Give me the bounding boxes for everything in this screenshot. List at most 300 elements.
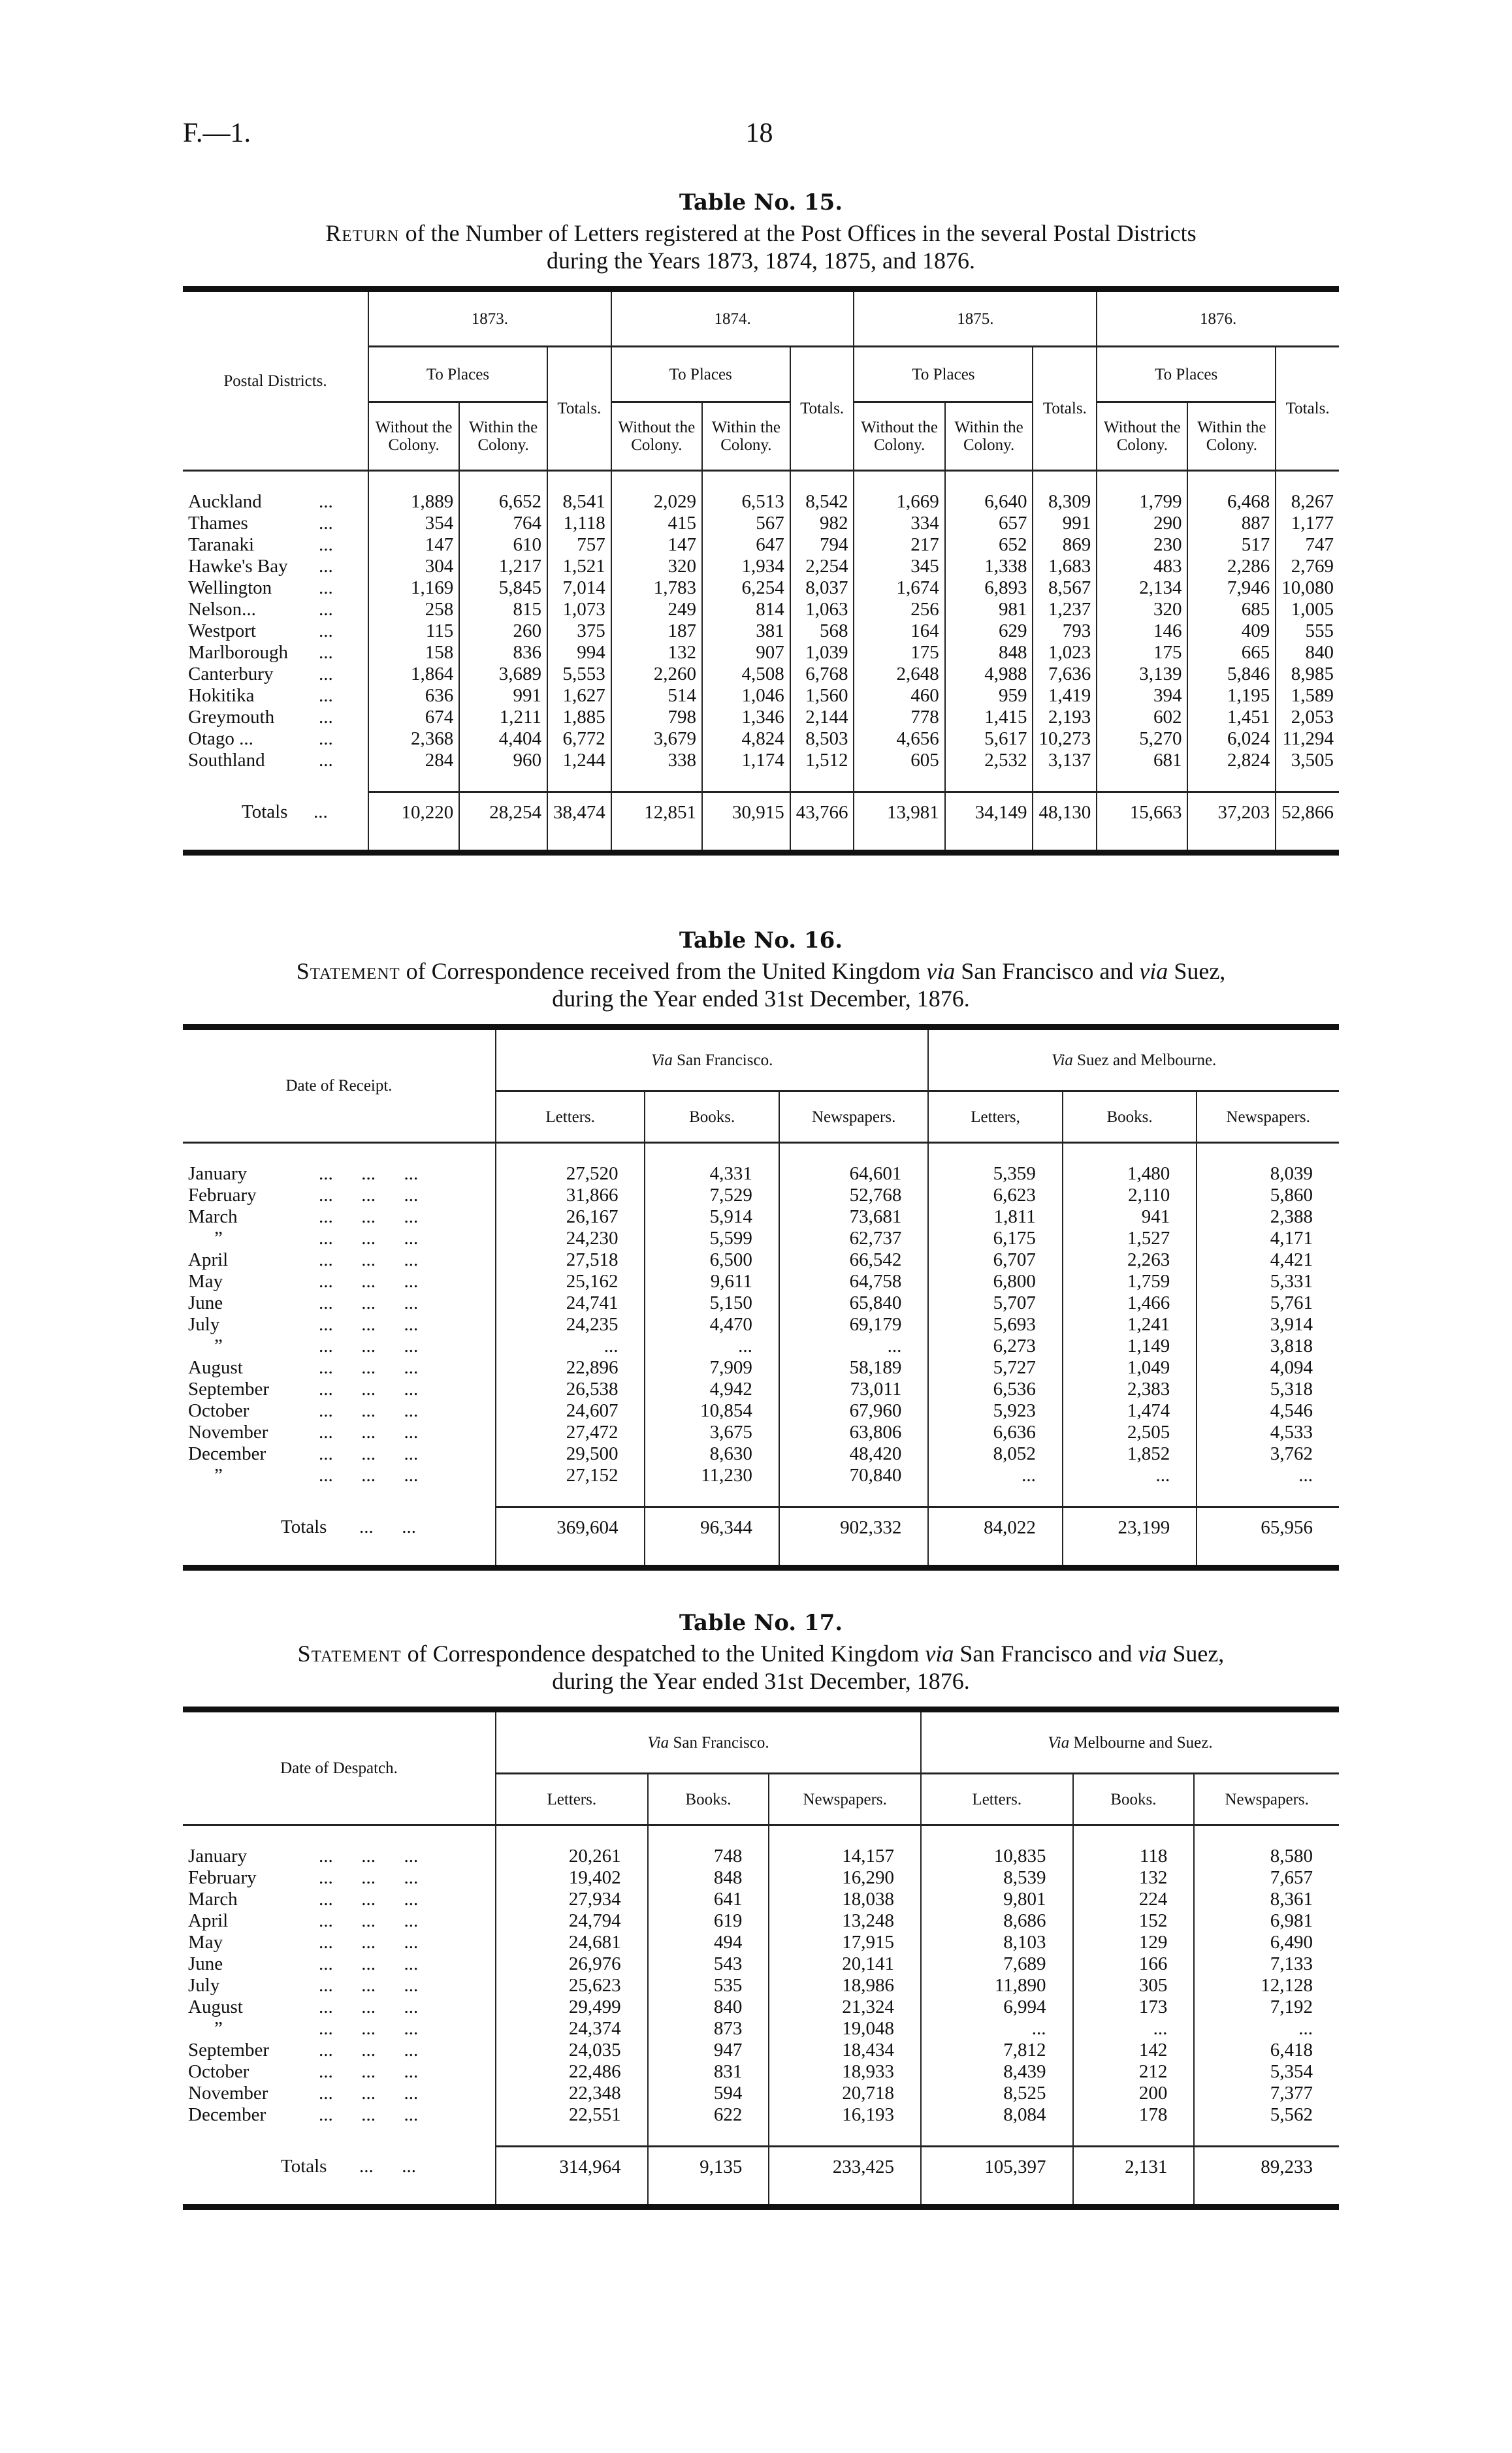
value-cell: 304 xyxy=(368,556,459,577)
table-row xyxy=(183,1163,1339,1185)
table-row xyxy=(183,577,1339,599)
value-cell: 2,824 xyxy=(1187,750,1276,771)
col-header: Books. xyxy=(1073,1774,1195,1825)
subtitle-via: via xyxy=(925,1641,954,1667)
table-row xyxy=(183,534,1339,556)
district-cell xyxy=(183,642,368,664)
table-16 xyxy=(183,1024,1339,1571)
month-cell xyxy=(183,1185,496,1206)
month-cell xyxy=(183,1867,496,1889)
value-cell: 1,934 xyxy=(702,556,790,577)
total-cell: 23,199 xyxy=(1063,1507,1197,1568)
value-cell: 16,290 xyxy=(769,1867,921,1889)
month-cell xyxy=(183,2104,496,2126)
month-cell xyxy=(183,1336,496,1357)
group-header xyxy=(496,1027,928,1091)
page-reference: F.—1. xyxy=(183,118,251,148)
value-cell: 48,420 xyxy=(779,1443,928,1465)
value-cell: 1,174 xyxy=(702,750,790,771)
value-cell: 1,237 xyxy=(1033,599,1097,620)
without-colony-header: Without the Colony. xyxy=(368,402,459,471)
value-cell: 115 xyxy=(368,620,459,642)
month-name: September xyxy=(188,1379,270,1400)
value-cell: 260 xyxy=(459,620,547,642)
subtitle-via: via xyxy=(1138,1641,1167,1667)
value-cell: 887 xyxy=(1187,513,1276,534)
leader-dots: ... ... ... xyxy=(319,1379,419,1400)
value-cell: 959 xyxy=(945,685,1033,707)
value-cell: 7,946 xyxy=(1187,577,1276,599)
without-colony-header: Without the Colony. xyxy=(854,402,944,471)
leader-dots: ... ... ... xyxy=(319,2104,419,2125)
value-cell: 7,657 xyxy=(1194,1867,1339,1889)
value-cell: 2,532 xyxy=(945,750,1033,771)
value-cell: 7,014 xyxy=(547,577,611,599)
month-cell xyxy=(183,2040,496,2061)
leader-dots: ... ... ... xyxy=(319,2040,419,2060)
leader-dots: ... ... ... xyxy=(319,1975,419,1996)
value-cell: 24,681 xyxy=(496,1932,648,1953)
table-15-block xyxy=(183,189,1339,856)
subtitle-via: via xyxy=(1139,958,1168,984)
month-name: February xyxy=(188,1185,257,1206)
total-cell: 9,135 xyxy=(648,2147,769,2207)
total-cell: 52,866 xyxy=(1276,792,1339,853)
value-cell: 764 xyxy=(459,513,547,534)
value-cell: 622 xyxy=(648,2104,769,2126)
value-cell: 147 xyxy=(368,534,459,556)
month-name: September xyxy=(188,2040,270,2060)
leader-dots: ... xyxy=(319,491,333,512)
total-cell: 34,149 xyxy=(945,792,1033,853)
value-cell: 6,994 xyxy=(921,1996,1073,2018)
value-cell: 18,038 xyxy=(769,1889,921,1910)
leader-dots: ... ... ... xyxy=(319,1206,419,1227)
value-cell: 981 xyxy=(945,599,1033,620)
table-row xyxy=(183,556,1339,577)
value-cell: 8,439 xyxy=(921,2061,1073,2083)
year-header: 1874. xyxy=(611,289,854,347)
subtitle-text: Suez, xyxy=(1166,1641,1225,1667)
value-cell: 665 xyxy=(1187,642,1276,664)
value-cell: 4,533 xyxy=(1197,1422,1339,1443)
col-header-district: Postal Districts. xyxy=(183,289,368,471)
value-cell: 1,811 xyxy=(928,1206,1062,1228)
value-cell: 3,679 xyxy=(611,728,702,750)
value-cell: ... xyxy=(1197,1465,1339,1486)
route-label: San Francisco. xyxy=(672,1051,773,1069)
leader-dots: ... xyxy=(319,707,333,728)
value-cell: 69,179 xyxy=(779,1314,928,1336)
totals-header: Totals. xyxy=(1276,347,1339,471)
month-cell xyxy=(183,1228,496,1249)
value-cell: ... xyxy=(645,1336,779,1357)
month-name: November xyxy=(188,1422,268,1443)
value-cell: 6,800 xyxy=(928,1271,1062,1292)
value-cell: 5,270 xyxy=(1097,728,1187,750)
subtitle-text: of the Number of Letters registered at the Post Offices in the several Postal Districts xyxy=(399,220,1197,246)
value-cell: 5,845 xyxy=(459,577,547,599)
value-cell: 26,976 xyxy=(496,1953,648,1975)
value-cell: 814 xyxy=(702,599,790,620)
leader-dots: ... ... ... xyxy=(319,2083,419,2104)
value-cell: 9,611 xyxy=(645,1271,779,1292)
value-cell: 594 xyxy=(648,2083,769,2104)
district-name: Otago ... xyxy=(188,728,253,749)
table-row xyxy=(183,750,1339,771)
total-cell: 28,254 xyxy=(459,792,547,853)
month-name: February xyxy=(188,1867,257,1888)
totals-label-cell xyxy=(183,2147,496,2207)
value-cell: 18,434 xyxy=(769,2040,921,2061)
value-cell: 1,466 xyxy=(1063,1292,1197,1314)
table-row xyxy=(183,1400,1339,1422)
month-name: May xyxy=(188,1271,223,1292)
value-cell: 494 xyxy=(648,1932,769,1953)
month-name: December xyxy=(188,2104,266,2125)
leader-dots: ... ... ... xyxy=(319,1953,419,1974)
value-cell: 652 xyxy=(945,534,1033,556)
value-cell: 27,472 xyxy=(496,1422,645,1443)
value-cell: 7,192 xyxy=(1194,1996,1339,2018)
value-cell: 8,103 xyxy=(921,1932,1073,1953)
value-cell: ... xyxy=(779,1336,928,1357)
value-cell: 794 xyxy=(790,534,854,556)
value-cell: 5,707 xyxy=(928,1292,1062,1314)
value-cell: 1,627 xyxy=(547,685,611,707)
value-cell: 1,211 xyxy=(459,707,547,728)
value-cell: 757 xyxy=(547,534,611,556)
via-label: Via xyxy=(1048,1733,1070,1752)
table-row xyxy=(183,2061,1339,2083)
value-cell: 5,150 xyxy=(645,1292,779,1314)
value-cell: 5,914 xyxy=(645,1206,779,1228)
value-cell: 381 xyxy=(702,620,790,642)
value-cell: 338 xyxy=(611,750,702,771)
value-cell: 1,674 xyxy=(854,577,944,599)
value-cell: 982 xyxy=(790,513,854,534)
value-cell: ... xyxy=(1073,2018,1195,2040)
value-cell: 64,758 xyxy=(779,1271,928,1292)
table-row xyxy=(183,1314,1339,1336)
totals-row xyxy=(183,1507,1339,1568)
table-row xyxy=(183,1889,1339,1910)
value-cell: 24,035 xyxy=(496,2040,648,2061)
value-cell: 178 xyxy=(1073,2104,1195,2126)
value-cell: 284 xyxy=(368,750,459,771)
total-cell: 369,604 xyxy=(496,1507,645,1568)
total-cell: 314,964 xyxy=(496,2147,648,2207)
total-cell: 96,344 xyxy=(645,1507,779,1568)
value-cell: 815 xyxy=(459,599,547,620)
value-cell: 22,896 xyxy=(496,1357,645,1379)
value-cell: 1,451 xyxy=(1187,707,1276,728)
col-header-date: Date of Receipt. xyxy=(183,1027,496,1143)
subtitle-line2: during the Year ended 31st December, 1876. xyxy=(552,1668,970,1694)
month-cell xyxy=(183,2061,496,2083)
leader-dots: ... ... ... xyxy=(319,1443,419,1464)
value-cell: 8,309 xyxy=(1033,491,1097,513)
leader-dots: ... ... ... xyxy=(319,1163,419,1184)
leader-dots: ... ... ... xyxy=(319,1889,419,1910)
value-cell: 7,909 xyxy=(645,1357,779,1379)
value-cell: 7,636 xyxy=(1033,664,1097,685)
subtitle-text: of Correspondence received from the United Kingdom xyxy=(400,958,927,984)
table-row xyxy=(183,513,1339,534)
value-cell: 20,261 xyxy=(496,1846,648,1867)
leader-dots: ... xyxy=(319,642,333,663)
value-cell: 2,110 xyxy=(1063,1185,1197,1206)
value-cell: 1,118 xyxy=(547,513,611,534)
district-cell xyxy=(183,620,368,642)
total-cell: 84,022 xyxy=(928,1507,1062,1568)
value-cell: 62,737 xyxy=(779,1228,928,1249)
table-row xyxy=(183,2083,1339,2104)
value-cell: 27,518 xyxy=(496,1249,645,1271)
table-row xyxy=(183,1379,1339,1400)
leader-dots: ... ... ... xyxy=(319,2018,419,2039)
value-cell: 748 xyxy=(648,1846,769,1867)
value-cell: 409 xyxy=(1187,620,1276,642)
value-cell: 8,541 xyxy=(547,491,611,513)
table-row xyxy=(183,1932,1339,1953)
leader-dots: ... xyxy=(319,728,333,749)
month-name: March xyxy=(188,1206,238,1227)
value-cell: 568 xyxy=(790,620,854,642)
value-cell: 5,553 xyxy=(547,664,611,685)
value-cell: 517 xyxy=(1187,534,1276,556)
value-cell: 13,248 xyxy=(769,1910,921,1932)
value-cell: 4,546 xyxy=(1197,1400,1339,1422)
within-colony-header: Within the Colony. xyxy=(702,402,790,471)
value-cell: 1,889 xyxy=(368,491,459,513)
value-cell: ... xyxy=(921,2018,1073,2040)
total-cell: 233,425 xyxy=(769,2147,921,2207)
table-row xyxy=(183,1846,1339,1867)
value-cell: 2,383 xyxy=(1063,1379,1197,1400)
subtitle-line2: during the Year ended 31st December, 1876. xyxy=(552,986,970,1012)
month-cell xyxy=(183,1271,496,1292)
value-cell: 17,915 xyxy=(769,1932,921,1953)
value-cell: 175 xyxy=(854,642,944,664)
table-15 xyxy=(183,286,1339,856)
value-cell: 73,011 xyxy=(779,1379,928,1400)
month-cell xyxy=(183,2018,496,2040)
value-cell: 7,377 xyxy=(1194,2083,1339,2104)
value-cell: 647 xyxy=(702,534,790,556)
value-cell: 941 xyxy=(1063,1206,1197,1228)
month-name: ” xyxy=(214,1465,223,1486)
to-places-header: To Places xyxy=(611,347,790,402)
group-header xyxy=(921,1710,1339,1774)
value-cell: 24,374 xyxy=(496,2018,648,2040)
via-label: Via xyxy=(1052,1051,1073,1069)
district-name: Wellington xyxy=(188,577,272,598)
district-cell xyxy=(183,599,368,620)
table-row xyxy=(183,1422,1339,1443)
value-cell: 6,468 xyxy=(1187,491,1276,513)
value-cell: 20,718 xyxy=(769,2083,921,2104)
value-cell: 6,490 xyxy=(1194,1932,1339,1953)
value-cell: 18,933 xyxy=(769,2061,921,2083)
value-cell: 320 xyxy=(611,556,702,577)
month-name: January xyxy=(188,1163,248,1184)
col-header: Books. xyxy=(1063,1091,1197,1143)
value-cell: 5,331 xyxy=(1197,1271,1339,1292)
value-cell: 1,005 xyxy=(1276,599,1339,620)
value-cell: 460 xyxy=(854,685,944,707)
value-cell: 22,486 xyxy=(496,2061,648,2083)
value-cell: 2,260 xyxy=(611,664,702,685)
month-name: July xyxy=(188,1975,220,1996)
value-cell: 657 xyxy=(945,513,1033,534)
totals-label-cell xyxy=(183,1507,496,1568)
value-cell: 991 xyxy=(1033,513,1097,534)
value-cell: 1,419 xyxy=(1033,685,1097,707)
total-cell: 38,474 xyxy=(547,792,611,853)
district-cell xyxy=(183,750,368,771)
value-cell: 8,267 xyxy=(1276,491,1339,513)
value-cell: 3,818 xyxy=(1197,1336,1339,1357)
value-cell: 8,580 xyxy=(1194,1846,1339,1867)
leader-dots: ... xyxy=(319,577,333,598)
total-cell: 15,663 xyxy=(1097,792,1187,853)
leader-dots: ... ... ... xyxy=(319,1314,419,1335)
table-row xyxy=(183,491,1339,513)
value-cell: 18,986 xyxy=(769,1975,921,1996)
table-17-title: Table No. 17. xyxy=(679,1610,843,1636)
subtitle-lead: Statement xyxy=(296,958,400,984)
value-cell: 22,348 xyxy=(496,2083,648,2104)
value-cell: 4,824 xyxy=(702,728,790,750)
subtitle-lead: Return xyxy=(325,220,400,246)
table-17 xyxy=(183,1707,1339,2210)
value-cell: 5,599 xyxy=(645,1228,779,1249)
value-cell: 19,048 xyxy=(769,2018,921,2040)
value-cell: 8,361 xyxy=(1194,1889,1339,1910)
month-cell xyxy=(183,1357,496,1379)
table-row xyxy=(183,642,1339,664)
month-cell xyxy=(183,1314,496,1336)
leader-dots: ... ... ... xyxy=(319,1465,419,1486)
table-row xyxy=(183,1206,1339,1228)
month-name: October xyxy=(188,2061,249,2082)
leader-dots: ... xyxy=(314,801,328,823)
value-cell: 65,840 xyxy=(779,1292,928,1314)
value-cell: 12,128 xyxy=(1194,1975,1339,1996)
value-cell: 685 xyxy=(1187,599,1276,620)
value-cell: 5,923 xyxy=(928,1400,1062,1422)
value-cell: 1,415 xyxy=(945,707,1033,728)
district-name: Hokitika xyxy=(188,685,255,706)
value-cell: 25,162 xyxy=(496,1271,645,1292)
value-cell: 1,683 xyxy=(1033,556,1097,577)
leader-dots: ... xyxy=(319,513,333,534)
value-cell: 4,988 xyxy=(945,664,1033,685)
value-cell: 1,885 xyxy=(547,707,611,728)
totals-label: Totals xyxy=(242,801,288,823)
month-name: June xyxy=(188,1292,223,1313)
value-cell: 1,063 xyxy=(790,599,854,620)
value-cell: 19,402 xyxy=(496,1867,648,1889)
value-cell: 4,942 xyxy=(645,1379,779,1400)
leader-dots: ... ... ... xyxy=(319,1996,419,2017)
value-cell: 1,783 xyxy=(611,577,702,599)
value-cell: 1,480 xyxy=(1063,1163,1197,1185)
value-cell: 1,073 xyxy=(547,599,611,620)
month-cell xyxy=(183,1953,496,1975)
value-cell: 1,346 xyxy=(702,707,790,728)
value-cell: 6,500 xyxy=(645,1249,779,1271)
district-name: Taranaki xyxy=(188,534,255,555)
value-cell: 3,675 xyxy=(645,1422,779,1443)
value-cell: 132 xyxy=(1073,1867,1195,1889)
leader-dots: ... ... ... xyxy=(319,1867,419,1888)
value-cell: 152 xyxy=(1073,1910,1195,1932)
month-name: ” xyxy=(214,1336,223,1356)
district-name: Greymouth xyxy=(188,707,275,728)
value-cell: 4,171 xyxy=(1197,1228,1339,1249)
subtitle-text: San Francisco and xyxy=(955,958,1140,984)
value-cell: 947 xyxy=(648,2040,769,2061)
value-cell: 4,656 xyxy=(854,728,944,750)
value-cell: 2,144 xyxy=(790,707,854,728)
without-colony-header: Without the Colony. xyxy=(1097,402,1187,471)
leader-dots: ... xyxy=(319,750,333,771)
value-cell: 5,727 xyxy=(928,1357,1062,1379)
value-cell: 305 xyxy=(1073,1975,1195,1996)
year-header: 1875. xyxy=(854,289,1097,347)
value-cell: 960 xyxy=(459,750,547,771)
district-name: Auckland xyxy=(188,491,262,512)
total-cell: 48,130 xyxy=(1033,792,1097,853)
district-name: Westport xyxy=(188,620,256,641)
total-cell: 13,981 xyxy=(854,792,944,853)
table-row xyxy=(183,1975,1339,1996)
month-name: April xyxy=(188,1910,229,1931)
leader-dots: ... xyxy=(319,664,333,684)
value-cell: 1,177 xyxy=(1276,513,1339,534)
value-cell: 212 xyxy=(1073,2061,1195,2083)
value-cell: 66,542 xyxy=(779,1249,928,1271)
district-cell xyxy=(183,513,368,534)
district-name: Hawke's Bay xyxy=(188,556,288,577)
value-cell: 5,860 xyxy=(1197,1185,1339,1206)
value-cell: 5,846 xyxy=(1187,664,1276,685)
month-cell xyxy=(183,2083,496,2104)
value-cell: 8,542 xyxy=(790,491,854,513)
value-cell: 6,768 xyxy=(790,664,854,685)
month-name: April xyxy=(188,1249,229,1270)
value-cell: 8,503 xyxy=(790,728,854,750)
value-cell: 173 xyxy=(1073,1996,1195,2018)
value-cell: 2,286 xyxy=(1187,556,1276,577)
value-cell: 1,589 xyxy=(1276,685,1339,707)
value-cell: 1,799 xyxy=(1097,491,1187,513)
value-cell: 605 xyxy=(854,750,944,771)
value-cell: 6,623 xyxy=(928,1185,1062,1206)
value-cell: 4,508 xyxy=(702,664,790,685)
col-header: Letters. xyxy=(496,1774,648,1825)
value-cell: 9,801 xyxy=(921,1889,1073,1910)
value-cell: 22,551 xyxy=(496,2104,648,2126)
table-row xyxy=(183,1910,1339,1932)
without-colony-header: Without the Colony. xyxy=(611,402,702,471)
value-cell: 629 xyxy=(945,620,1033,642)
value-cell: 1,195 xyxy=(1187,685,1276,707)
value-cell: 1,474 xyxy=(1063,1400,1197,1422)
month-name: ” xyxy=(214,1228,223,1249)
